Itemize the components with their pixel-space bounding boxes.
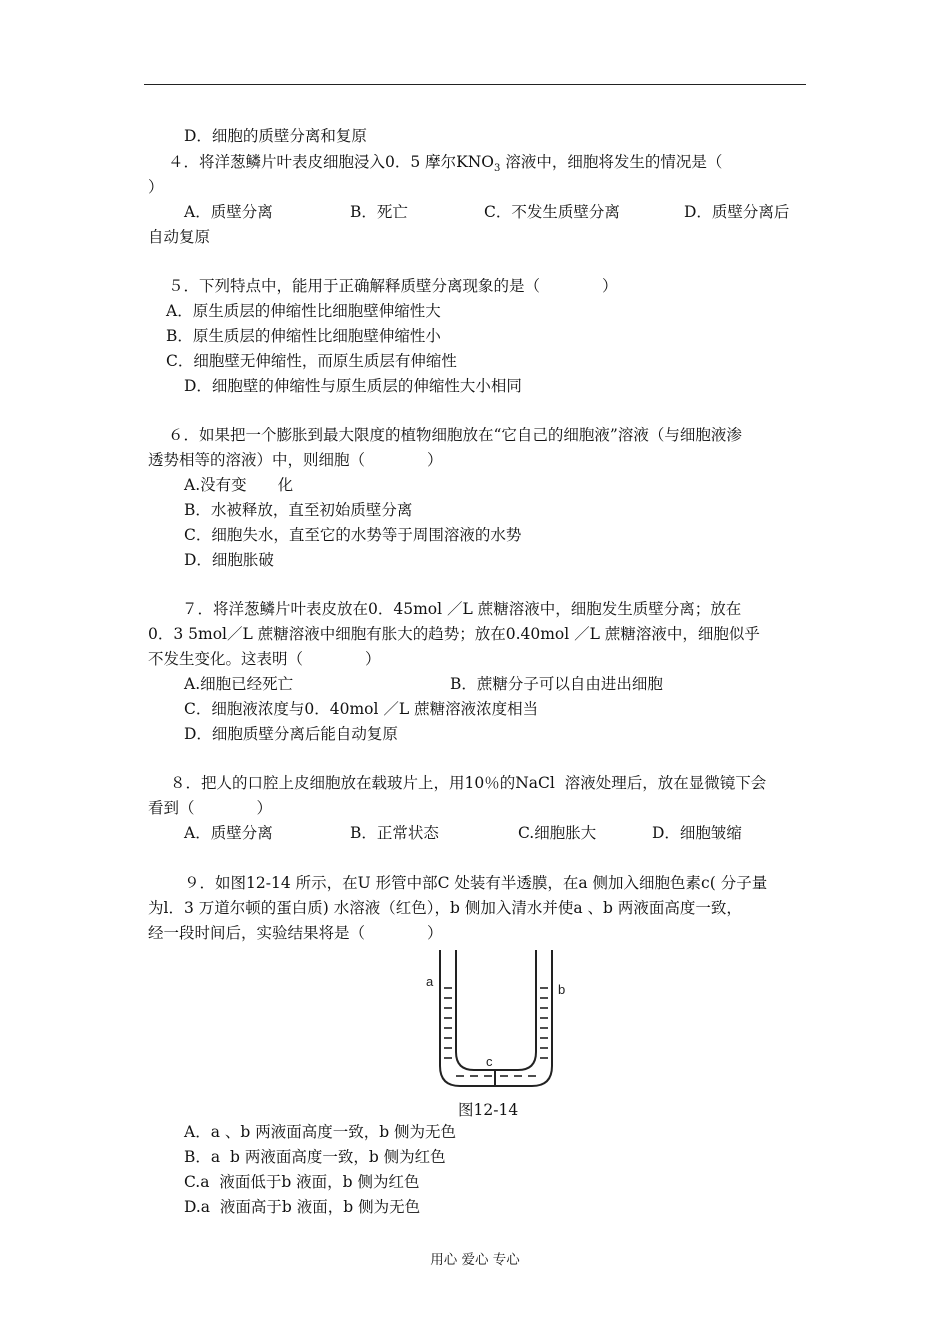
- q5-stem: ５．下列特点中，能用于正确解释质壁分离现象的是（ ）: [168, 277, 618, 295]
- q9-stem-line1: ９．如图12-14 所示，在U 形管中部C 处装有半透膜，在a 侧加入细胞色素c( 分子量: [184, 874, 768, 892]
- q6-option-a: A.没有变 化: [184, 476, 294, 494]
- q5-option-d: D．细胞壁的伸缩性与原生质层的伸缩性大小相同: [184, 377, 522, 395]
- label-c: c: [486, 1054, 493, 1069]
- q9-stem-line2: 为l．3 万道尔顿的蛋白质) 水溶液（红色），b 侧加入清水并使a 、b 两液面高度一致，: [148, 899, 742, 917]
- q4-option-c: C．不发生质壁分离: [484, 203, 620, 221]
- q8-stem-line1: ８．把人的口腔上皮细胞放在载玻片上，用10％的NaCl 溶液处理后，放在显微镜下会: [170, 774, 767, 792]
- q6-stem-line1: ６．如果把一个膨胀到最大限度的植物细胞放在“它自己的细胞液”溶液（与细胞液渗: [168, 426, 742, 444]
- q5-option-a: A．原生质层的伸缩性比细胞壁伸缩性大: [166, 302, 441, 320]
- q8-option-a: A．质壁分离: [184, 824, 273, 842]
- q7-option-c: C．细胞液浓度与0．40mol ／L 蔗糖溶液浓度相当: [184, 700, 539, 718]
- header-rule: [144, 84, 806, 85]
- q4-option-d-cont: 自动复原: [148, 228, 211, 246]
- q8-stem-line2: 看到（ ）: [148, 799, 273, 817]
- u-tube-figure: [420, 948, 570, 1090]
- q7-option-a: A.细胞已经死亡: [184, 675, 294, 693]
- liquid-dashes-left: [444, 988, 452, 1058]
- q9-option-b: B．a b 两液面高度一致，b 侧为红色: [184, 1148, 446, 1166]
- label-b: b: [558, 982, 566, 997]
- q3-option-d: D．细胞的质壁分离和复原: [184, 127, 367, 145]
- q7-option-b: B．蔗糖分子可以自由进出细胞: [450, 675, 663, 693]
- liquid-dashes-right: [540, 988, 548, 1058]
- q8-option-d: D．细胞皱缩: [652, 824, 742, 842]
- q6-stem-line2: 透势相等的溶液）中，则细胞（ ）: [148, 451, 443, 469]
- q4-stem: ４．将洋葱鳞片叶表皮细胞浸入0．5 摩尔$KNO_3$ 溶液中，细胞将发生的情况是（: [168, 153, 723, 175]
- q4-option-a: A．质壁分离: [184, 203, 273, 221]
- q9-option-d: D.a 液面高于b 液面，b 侧为无色: [184, 1198, 421, 1216]
- q5-option-c: C．细胞壁无伸缩性，而原生质层有伸缩性: [166, 352, 457, 370]
- label-a: a: [426, 974, 434, 989]
- q8-option-b: B．正常状态: [350, 824, 439, 842]
- q6-option-c: C．细胞失水，直至它的水势等于周围溶液的水势: [184, 526, 522, 544]
- q9-option-c: C.a 液面低于b 液面，b 侧为红色: [184, 1173, 420, 1191]
- q4-stem-end: ）: [148, 178, 164, 196]
- q4-option-d: D．质壁分离后: [684, 203, 790, 221]
- q8-option-c: C.细胞胀大: [518, 824, 597, 842]
- q7-stem-line1: ７．将洋葱鳞片叶表皮放在0．45mol ／L 蔗糖溶液中，细胞发生质壁分离；放在: [182, 600, 742, 618]
- page-footer: 用心 爱心 专心: [430, 1252, 520, 1268]
- q7-option-d: D．细胞质壁分离后能自动复原: [184, 725, 398, 743]
- q6-option-d: D．细胞胀破: [184, 551, 274, 569]
- q6-option-b: B．水被释放，直至初始质壁分离: [184, 501, 413, 519]
- q4-option-b: B．死亡: [350, 203, 408, 221]
- figure-caption: 图12-14: [458, 1101, 519, 1119]
- q9-stem-line3: 经一段时间后，实验结果将是（ ）: [148, 924, 443, 942]
- q9-option-a: A．a 、b 两液面高度一致，b 侧为无色: [184, 1123, 457, 1141]
- q7-stem-line3: 不发生变化。这表明（ ）: [148, 650, 381, 668]
- q7-stem-line2: 0．3 5mol／L 蔗糖溶液中细胞有胀大的趋势；放在0.40mol ／L 蔗糖溶液中，细胞似乎: [148, 625, 760, 643]
- q5-option-b: B．原生质层的伸缩性比细胞壁伸缩性小: [166, 327, 441, 345]
